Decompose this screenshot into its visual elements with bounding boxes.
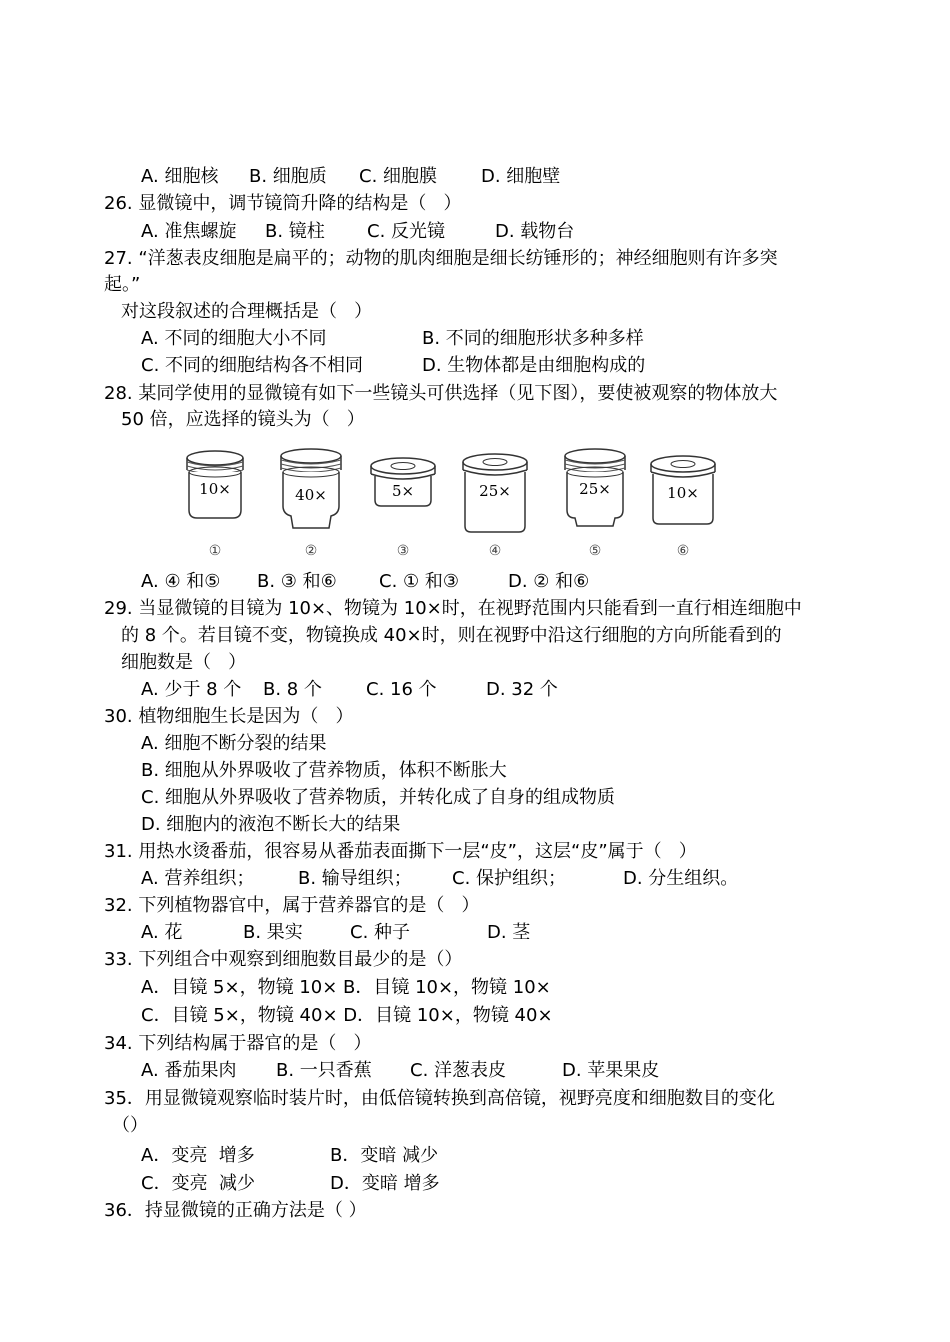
q34-option-d: D. 苹果果皮 — [562, 1060, 660, 1081]
q33-options-line1: A．目镜 5×，物镜 10× B．目镜 10×，物镜 10× — [141, 977, 551, 998]
q27-option-b: B. 不同的细胞形状多种多样 — [422, 328, 644, 349]
q31-option-d: D. 分生组织。 — [623, 868, 739, 889]
q35-stem-line2: （） — [112, 1115, 148, 1136]
lens-4-number: ④ — [488, 543, 502, 559]
q29-option-b: B. 8 个 — [263, 679, 322, 700]
q30-option-b: B. 细胞从外界吸收了营养物质，体积不断胀大 — [141, 760, 507, 781]
q32-option-a: A. 花 — [141, 922, 183, 943]
q31-option-c: C. 保护组织； — [452, 868, 567, 889]
lens-5-number: ⑤ — [588, 543, 602, 559]
q29-stem-line2: 的 8 个。若目镜不变，物镜换成 40×时，则在视野中沿这行细胞的方向所能看到的 — [121, 625, 782, 646]
q32-option-c: C. 种子 — [350, 922, 411, 943]
q26-stem: 26. 显微镜中，调节镜筒升降的结构是（ ） — [104, 193, 462, 214]
lens-5 — [565, 449, 625, 559]
q25-option-b: B. 细胞质 — [249, 166, 327, 187]
q25-option-d: D. 细胞壁 — [481, 166, 561, 187]
lens-6-number: ⑥ — [676, 543, 690, 559]
q28-stem-line2: 50 倍，应选择的镜头为（ ） — [121, 409, 365, 430]
q35-option-b: B．变暗 减少 — [330, 1145, 439, 1166]
q27-option-a: A. 不同的细胞大小不同 — [141, 328, 327, 349]
q31-option-a: A. 营养组织； — [141, 868, 255, 889]
q25-option-a: A. 细胞核 — [141, 166, 219, 187]
lens-2-number: ② — [304, 543, 318, 559]
q28-option-b: B. ③ 和⑥ — [257, 571, 337, 592]
q28-option-d: D. ② 和⑥ — [508, 571, 590, 592]
lens-3 — [371, 458, 435, 559]
q26-option-b: B. 镜柱 — [265, 221, 325, 242]
lens-3-label: 5× — [391, 482, 415, 500]
q31-stem: 31. 用热水烫番茄，很容易从番茄表面撕下一层“皮”，这层“皮”属于（ ） — [104, 841, 697, 862]
q28-option-a: A. ④ 和⑤ — [141, 571, 221, 592]
q33-options-line2: C．目镜 5×，物镜 40× D．目镜 10×，物镜 40× — [141, 1005, 553, 1026]
lens-1-number: ① — [208, 543, 222, 559]
q29-option-c: C. 16 个 — [366, 679, 437, 700]
q34-option-c: C. 洋葱表皮 — [410, 1060, 507, 1081]
q30-stem: 30. 植物细胞生长是因为（ ） — [104, 706, 354, 727]
lens-2 — [281, 449, 341, 559]
lens-4 — [463, 454, 527, 559]
lens-1 — [187, 451, 243, 559]
lens-2-label: 40× — [295, 486, 327, 504]
q34-option-a: A. 番茄果肉 — [141, 1060, 237, 1081]
q26-option-a: A. 准焦螺旋 — [141, 221, 237, 242]
lens-1-label: 10× — [199, 480, 231, 498]
q30-option-a: A. 细胞不断分裂的结果 — [141, 733, 327, 754]
q35-option-a: A．变亮 增多 — [141, 1145, 255, 1166]
q32-stem: 32. 下列植物器官中，属于营养器官的是（ ） — [104, 895, 480, 916]
q25-option-c: C. 细胞膜 — [359, 166, 438, 187]
q27-stem-line1: 27. “洋葱表皮细胞是扁平的；动物的肌肉细胞是细长纺锤形的；神经细胞则有许多突 — [104, 248, 778, 269]
q32-option-d: D. 茎 — [487, 922, 531, 943]
q29-option-a: A. 少于 8 个 — [141, 679, 242, 700]
lens-3-number: ③ — [396, 543, 410, 559]
lens-5-label: 25× — [579, 480, 611, 498]
q27-stem-line3: 对这段叙述的合理概括是（ ） — [121, 301, 373, 322]
q35-stem-line1: 35．用显微镜观察临时装片时，由低倍镜转换到高倍镜，视野亮度和细胞数目的变化 — [104, 1088, 775, 1109]
q29-stem-line3: 细胞数是（ ） — [121, 652, 247, 673]
q35-option-d: D．变暗 增多 — [330, 1173, 440, 1194]
q26-option-c: C. 反光镜 — [367, 221, 446, 242]
q33-stem: 33. 下列组合中观察到细胞数目最少的是（） — [104, 949, 463, 970]
q27-option-c: C. 不同的细胞结构各不相同 — [141, 355, 364, 376]
q30-option-c: C. 细胞从外界吸收了营养物质，并转化成了自身的组成物质 — [141, 787, 616, 808]
lens-6 — [651, 456, 715, 559]
q27-option-d: D. 生物体都是由细胞构成的 — [422, 355, 646, 376]
lens-figure — [175, 440, 735, 565]
q28-stem-line1: 28. 某同学使用的显微镜有如下一些镜头可供选择（见下图），要使被观察的物体放大 — [104, 383, 778, 404]
q29-option-d: D. 32 个 — [486, 679, 558, 700]
q32-option-b: B. 果实 — [243, 922, 303, 943]
q28-option-c: C. ① 和③ — [379, 571, 460, 592]
q34-option-b: B. 一只香蕉 — [276, 1060, 372, 1081]
q34-stem: 34. 下列结构属于器官的是（ ） — [104, 1033, 372, 1054]
q31-option-b: B. 输导组织； — [298, 868, 412, 889]
lens-6-label: 10× — [667, 484, 699, 502]
q36-stem: 36．持显微镜的正确方法是（ ） — [104, 1200, 367, 1221]
q27-stem-line2: 起。” — [104, 274, 141, 295]
q30-option-d: D. 细胞内的液泡不断长大的结果 — [141, 814, 401, 835]
lens-4-label: 25× — [479, 482, 511, 500]
q35-option-c: C．变亮 减少 — [141, 1173, 256, 1194]
q29-stem-line1: 29. 当显微镜的目镜为 10×、物镜为 10×时，在视野范围内只能看到一直行相连细胞中 — [104, 598, 802, 619]
q26-option-d: D. 载物台 — [495, 221, 575, 242]
